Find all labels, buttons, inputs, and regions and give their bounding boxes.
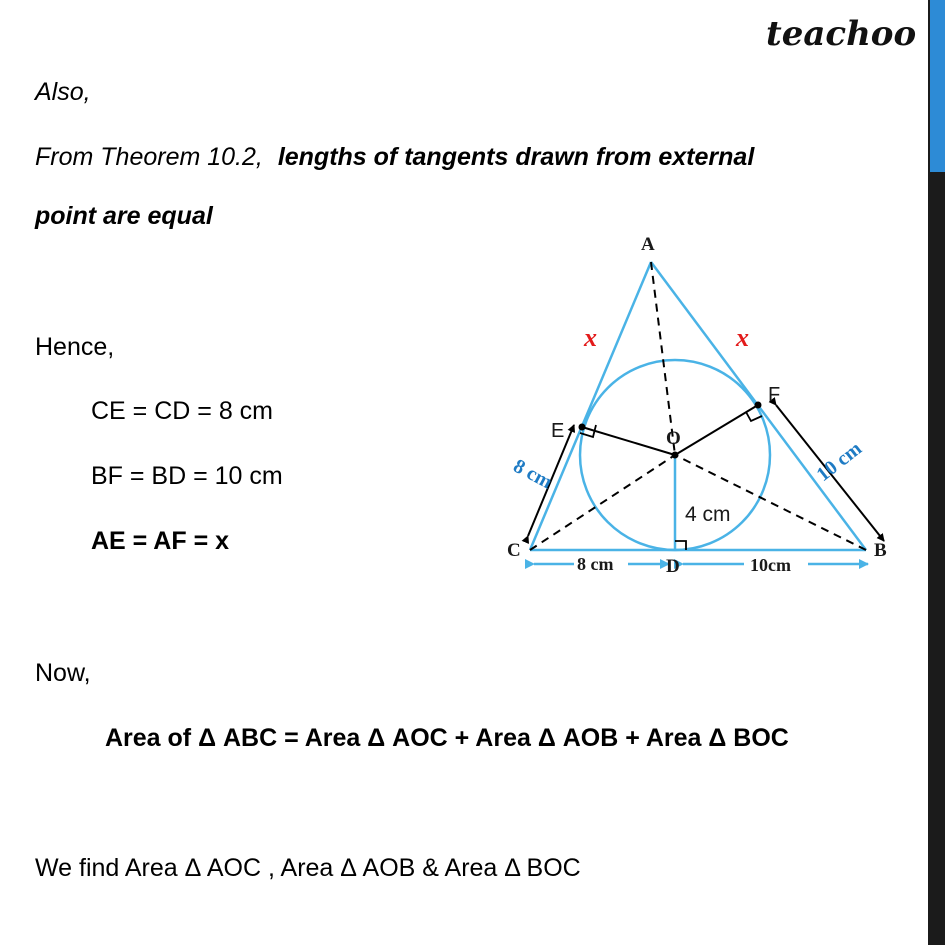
equation-ae-af: AE = AF = x bbox=[91, 527, 230, 555]
label-d: D bbox=[666, 556, 680, 577]
now-text: Now, bbox=[35, 659, 91, 687]
right-edge-accent bbox=[930, 0, 945, 172]
label-ce-length: 8 cm bbox=[509, 454, 556, 494]
point-o bbox=[672, 452, 679, 459]
final-statement: We find Area Δ AOC , Area Δ AOB & Area Δ BOC bbox=[35, 854, 581, 882]
label-c: C bbox=[507, 540, 521, 561]
segment-co bbox=[530, 455, 675, 550]
theorem-statement-2: point are equal bbox=[35, 202, 213, 230]
hence-text: Hence, bbox=[35, 333, 115, 361]
theorem-line bbox=[35, 141, 754, 173]
theorem-reference: From Theorem 10.2, bbox=[35, 143, 263, 171]
teachoo-logo: teachoo bbox=[766, 14, 917, 54]
label-a: A bbox=[641, 234, 655, 255]
label-e: E bbox=[551, 420, 565, 442]
point-e bbox=[579, 424, 586, 431]
radius-oe bbox=[582, 427, 675, 455]
equation-bf-bd: BF = BD = 10 cm bbox=[91, 462, 283, 490]
area-equation: Area of Δ ABC = Area Δ AOC + Area Δ AOB + Area Δ BOC bbox=[105, 724, 789, 752]
label-o: O bbox=[666, 428, 681, 449]
side-ac bbox=[530, 262, 651, 550]
incircle-triangle-diagram bbox=[495, 228, 895, 583]
label-bf-length: 10 cm bbox=[812, 437, 866, 486]
label-x-ae: x bbox=[584, 323, 597, 352]
label-x-af: x bbox=[736, 323, 749, 352]
label-b: B bbox=[874, 540, 887, 561]
equation-ce-cd: CE = CD = 8 cm bbox=[91, 397, 273, 425]
label-cd-length: 8 cm bbox=[577, 554, 614, 574]
point-f bbox=[755, 402, 762, 409]
theorem-statement-1: lengths of tangents drawn from external bbox=[277, 143, 755, 171]
label-f: F bbox=[768, 384, 781, 406]
label-radius: 4 cm bbox=[685, 503, 731, 526]
label-db-length: 10cm bbox=[750, 555, 791, 575]
also-text: Also, bbox=[35, 78, 91, 106]
